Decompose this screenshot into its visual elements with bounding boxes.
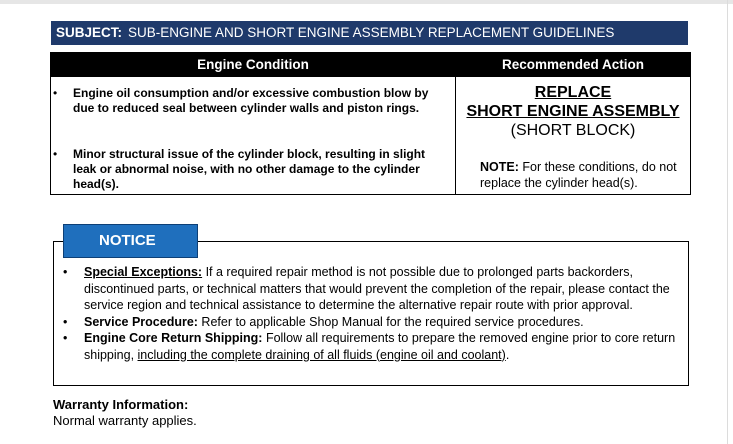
notice-item [60, 264, 685, 314]
action-note [480, 159, 690, 191]
notice-item [60, 314, 685, 331]
header-recommended-action: Recommended Action [456, 53, 690, 77]
note-label: NOTE: [480, 160, 519, 174]
condition-text: Minor structural issue of the cylinder block, resulting in slight leak or abnormal noise, with no other damage to the cylinder head(s). [73, 147, 426, 191]
bullet-icon: • [63, 265, 68, 279]
notice-item-text: Follow all requirements to prepare the removed engine prior to core return shipping, [84, 331, 676, 362]
warranty-info [53, 397, 197, 429]
warranty-text: Normal warranty applies. [53, 413, 197, 428]
action-replace: REPLACE [534, 84, 612, 101]
subject-bar [51, 21, 688, 45]
notice-item-label: Special Exceptions: [84, 265, 203, 279]
bullet-icon: • [63, 314, 68, 329]
condition-text: Engine oil consumption and/or excessive combustion blow by due to reduced seal between cylinder walls and piston rings. [73, 86, 429, 115]
condition-table [50, 52, 691, 195]
bullet-icon: • [63, 331, 68, 345]
notice-item-label: Engine Core Return Shipping: [84, 331, 263, 345]
action-assembly: SHORT ENGINE ASSEMBLY [466, 103, 680, 120]
notice-item-text: If a required repair method is not possible due to prolonged parts backorders, discontinued parts, or technical matters that would prevent the completion of the repair, please contact the service region and technical assistance to determine the alternative repair route with prior approval. [84, 265, 670, 312]
notice-item-text: Refer to applicable Shop Manual for the required service procedures. [197, 314, 584, 329]
notice-item-label: Service Procedure: [84, 314, 198, 329]
notice-item-tail: . [505, 347, 510, 362]
subject-text: SUB-ENGINE AND SHORT ENGINE ASSEMBLY REPLACEMENT GUIDELINES [128, 25, 615, 40]
top-rule [0, 0, 733, 4]
bullet-icon: • [53, 147, 58, 161]
note-text: For these conditions, do not replace the cylinder head(s). [480, 160, 677, 190]
notice-item-underlined: including the complete draining of all fluids (engine oil and coolant) [137, 347, 506, 362]
warranty-heading: Warranty Information: [53, 397, 189, 412]
notice-list [60, 264, 685, 363]
notice-item [60, 330, 685, 363]
header-engine-condition: Engine Condition [51, 53, 455, 77]
page-edge [727, 0, 728, 444]
bullet-icon: • [53, 86, 58, 100]
action-short-block: (SHORT BLOCK) [510, 122, 636, 139]
subject-label: SUBJECT: [56, 25, 123, 40]
notice-title: NOTICE [63, 224, 198, 258]
